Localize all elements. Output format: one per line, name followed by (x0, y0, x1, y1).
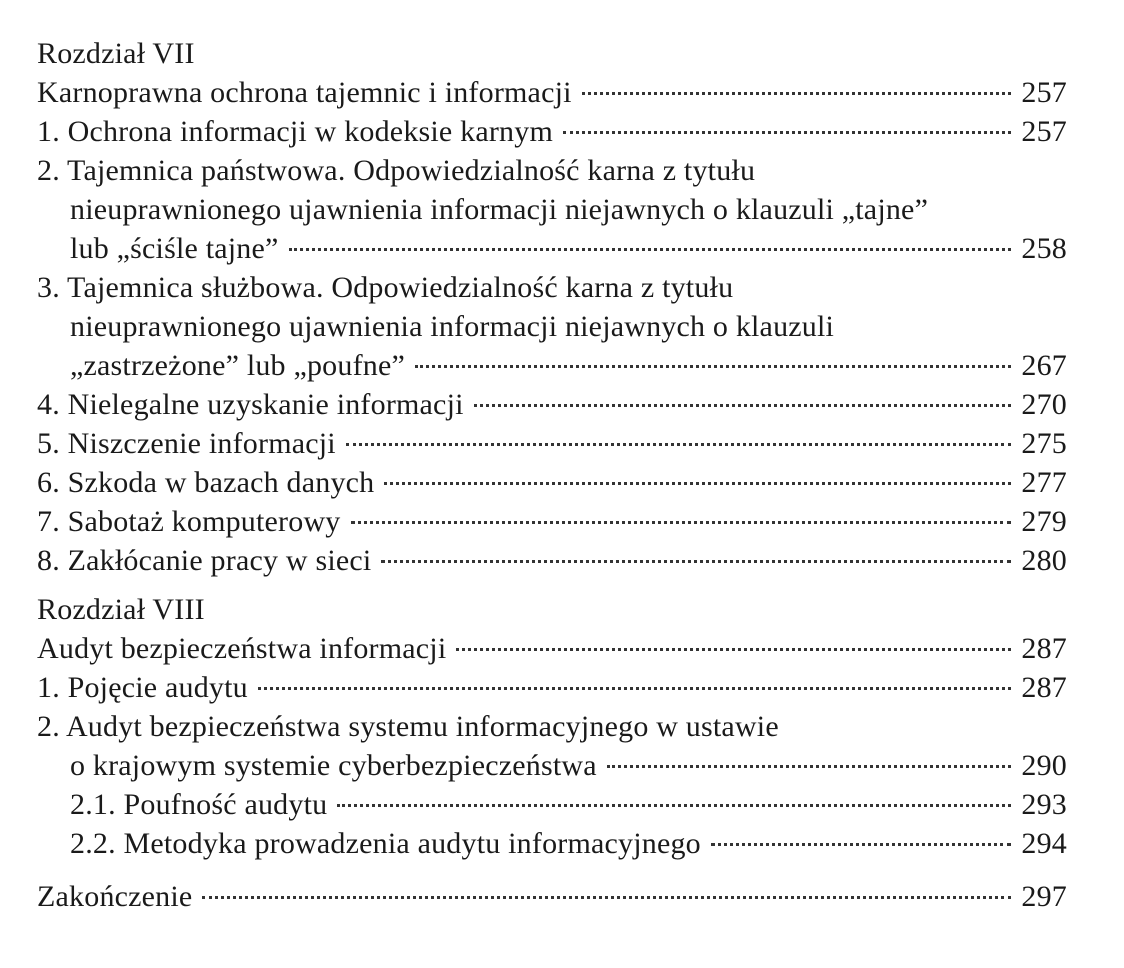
page-number: 279 (1021, 505, 1067, 538)
toc-entry-7-3 (37, 268, 1067, 385)
dot-leader (456, 648, 1011, 651)
page-number: 297 (1021, 880, 1067, 913)
entry-text: 1. Pojęcie audytu (37, 671, 248, 704)
dot-leader (474, 404, 1011, 407)
entry-last-line (37, 229, 1067, 268)
page-number: 267 (1021, 349, 1067, 382)
entry-text-line-2: nieuprawnionego ujawnienia informacji niejawnych o klauzuli „tajne” (70, 193, 929, 226)
toc-entry-7-8 (37, 541, 1067, 580)
dot-leader (346, 443, 1011, 446)
page-number: 257 (1021, 76, 1067, 109)
dot-leader (351, 521, 1011, 524)
spacer (37, 863, 1067, 877)
chapter-8-title: Audyt bezpieczeństwa informacji (37, 632, 447, 665)
entry-text-line-2: o krajowym systemie cyberbezpieczeństwa (70, 749, 597, 782)
toc-entry-conclusion (37, 877, 1067, 916)
chapter-7-title: Karnoprawna ochrona tajemnic i informacji (37, 76, 572, 109)
dot-leader (711, 843, 1011, 846)
page-number: 258 (1021, 232, 1067, 265)
toc-entry-8-1 (37, 668, 1067, 707)
dot-leader (289, 248, 1011, 251)
page-number: 293 (1021, 788, 1067, 821)
entry-text: 8. Zakłócanie pracy w sieci (37, 544, 372, 577)
entry-text: Zakończenie (37, 880, 193, 913)
entry-last-line (37, 346, 1067, 385)
chapter-8-heading: Rozdział VIII (37, 593, 205, 626)
page-number: 287 (1021, 632, 1067, 665)
chapter-7-title-entry (37, 73, 1067, 112)
chapter-7-heading: Rozdział VII (37, 37, 195, 70)
toc-entry-7-5 (37, 424, 1067, 463)
dot-leader (337, 804, 1011, 807)
entry-text: 2.2. Metodyka prowadzenia audytu informacyjnego (70, 827, 701, 860)
chapter-8-title-entry (37, 629, 1067, 668)
entry-text: 7. Sabotaż komputerowy (37, 505, 341, 538)
dot-leader (607, 765, 1011, 768)
toc-entry-7-6 (37, 463, 1067, 502)
entry-text: 6. Szkoda w bazach danych (37, 466, 375, 499)
entry-text-line-1: 2. Audyt bezpieczeństwa systemu informacyjnego w ustawie (37, 710, 779, 743)
page-number: 280 (1021, 544, 1067, 577)
entry-text-line-3: lub „ściśle tajne” (70, 232, 279, 265)
entry-text: 5. Niszczenie informacji (37, 427, 336, 460)
entry-text: 4. Nielegalne uzyskanie informacji (37, 388, 464, 421)
toc-entry-8-2 (37, 707, 1067, 785)
page-number: 290 (1021, 749, 1067, 782)
page-number: 257 (1021, 115, 1067, 148)
dot-leader (202, 896, 1011, 899)
dot-leader (381, 560, 1011, 563)
dot-leader (582, 92, 1011, 95)
page-number: 275 (1021, 427, 1067, 460)
entry-text: 2.1. Poufność audytu (70, 788, 328, 821)
table-of-contents (37, 34, 1067, 916)
toc-entry-7-7 (37, 502, 1067, 541)
toc-entry-7-2 (37, 151, 1067, 268)
entry-text-line-3: „zastrzeżone” lub „poufne” (70, 349, 405, 382)
page-number: 294 (1021, 827, 1067, 860)
toc-entry-7-4 (37, 385, 1067, 424)
entry-last-line (37, 746, 1067, 785)
entry-text-line-1: 2. Tajemnica państwowa. Odpowiedzialność karna z tytułu (37, 154, 756, 187)
dot-leader (415, 365, 1011, 368)
toc-entry-7-1 (37, 112, 1067, 151)
spacer (37, 580, 1067, 590)
toc-entry-8-2-1 (37, 785, 1067, 824)
dot-leader (258, 687, 1011, 690)
toc-entry-8-2-2 (37, 824, 1067, 863)
page-number: 277 (1021, 466, 1067, 499)
entry-text-line-1: 3. Tajemnica służbowa. Odpowiedzialność karna z tytułu (37, 271, 734, 304)
entry-text: 1. Ochrona informacji w kodeksie karnym (37, 115, 553, 148)
page-number: 287 (1021, 671, 1067, 704)
page-number: 270 (1021, 388, 1067, 421)
dot-leader (563, 131, 1011, 134)
entry-text-line-2: nieuprawnionego ujawnienia informacji niejawnych o klauzuli (70, 310, 835, 343)
dot-leader (384, 482, 1011, 485)
